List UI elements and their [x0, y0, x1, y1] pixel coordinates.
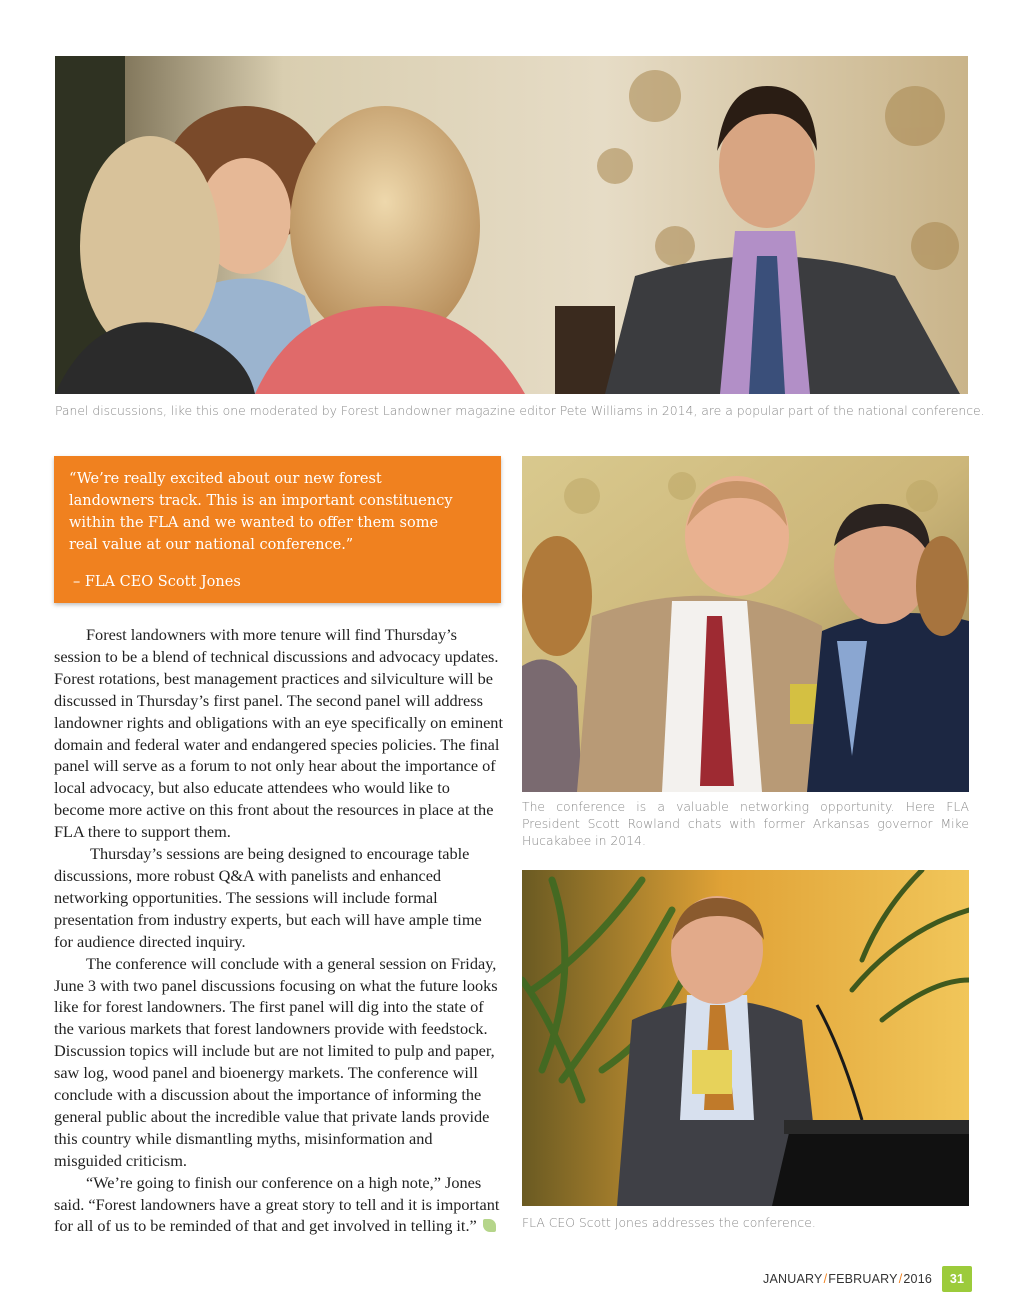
page-footer — [763, 1266, 972, 1292]
footer-month-2: FEBRUARY — [828, 1272, 898, 1286]
article-body — [54, 624, 504, 1237]
page-number: 31 — [942, 1266, 972, 1292]
pull-quote-text: “We’re really excited about our new forest landowners track. This is an important constituency within the FLA and we wanted to offer them some real value at our national conference.” — [69, 471, 453, 553]
bottom-photo — [522, 870, 969, 1206]
pull-quote — [54, 456, 501, 603]
article-paragraph: Forest landowners with more tenure will find Thursday’s session to be a blend of technical discussions and advocacy updates. Forest rotations, best management practices and silviculture will be discussed in Thursday’s first panel. The second panel will address landowner rights and obligations with an eye specifically on eminent domain and federal water and endangered species policies. The final panel will serve as a forum to not only hear about the importance of local advocacy, but also educate attendees who would like to become more active on this front about the resources in place at the FLA there to support them. — [54, 625, 503, 842]
article-paragraph: The conference will conclude with a general session on Friday, June 3 with two panel discussions focusing on what the future looks like for forest landowners. The first panel will dig into the state of the various markets that forest landowners provide with feedstock. Discussion topics will include but are not limited to pulp and paper, saw log, wood panel and bioenergy markets. The conference will conclude with a discussion about the importance of informing the general public about the incredible value that private lands provide this country while dismantling myths, misinformation and misguided criticism. — [54, 953, 498, 1170]
top-photo-caption: Panel discussions, like this one moderated by Forest Landowner magazine editor Pete Williams in 2014, are a popular part of the national conference. — [55, 403, 985, 418]
footer-year: 2016 — [903, 1272, 932, 1286]
top-photo — [55, 56, 968, 394]
footer-separator: / — [823, 1272, 828, 1286]
middle-photo-caption: The conference is a valuable networking opportunity. Here FLA President Scott Rowland chats with former Arkansas governor Mike Hucakabee in 2014. — [522, 799, 969, 848]
article-paragraph: Thursday’s sessions are being designed to encourage table discussions, more robust Q&A with panelists and enhanced networking opportunities. The sessions will include formal presentation from industry experts, but each will have ample time for audience directed inquiry. — [54, 844, 482, 951]
pull-quote-attribution: – FLA CEO Scott Jones — [73, 574, 241, 590]
article-paragraph-last — [54, 1172, 504, 1238]
article-paragraph-text: “We’re going to finish our conference on a high note,” Jones said. “Forest landowners have a great story to tell and it is important for all of us to be reminded of that and get involved in telling it.” — [54, 1172, 500, 1236]
footer-separator: / — [898, 1272, 903, 1286]
bottom-photo-caption: FLA CEO Scott Jones addresses the conference. — [522, 1215, 816, 1230]
middle-photo — [522, 456, 969, 792]
end-mark-icon — [483, 1219, 496, 1232]
footer-month-1: JANUARY — [763, 1272, 823, 1286]
